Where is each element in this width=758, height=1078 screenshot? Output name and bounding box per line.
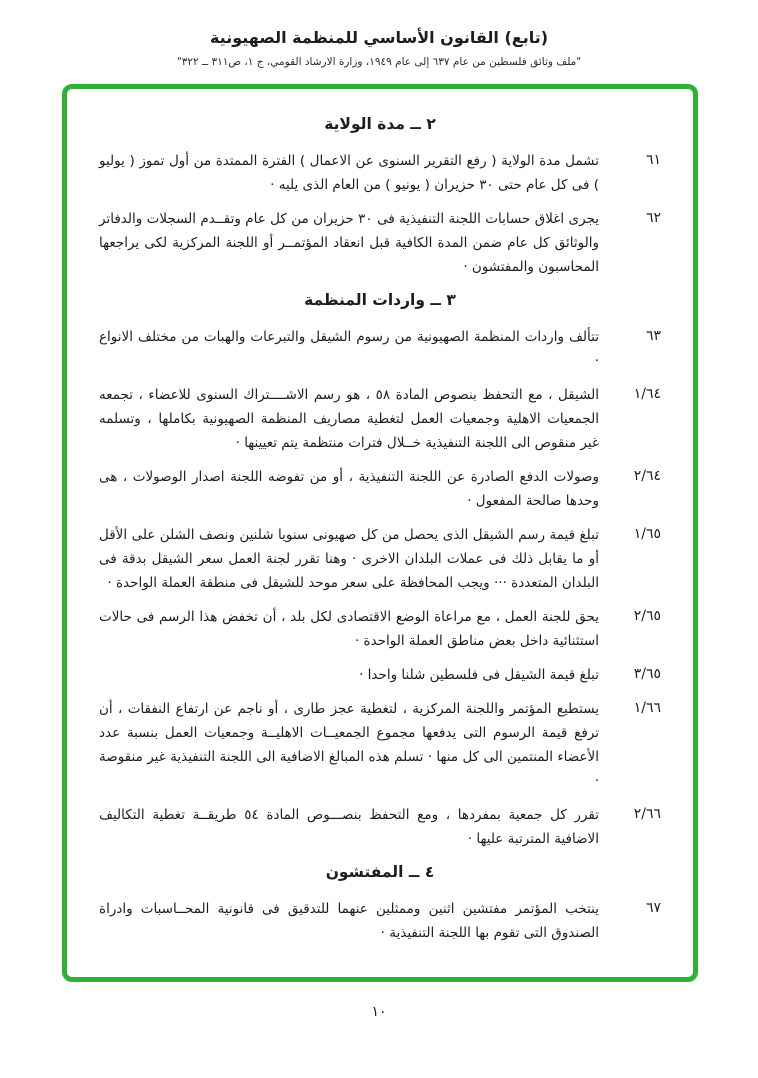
section-heading-organization-revenues: ٣ ــ واردات المنظمة xyxy=(304,291,456,310)
article-number: ٣/٦٥ xyxy=(633,666,661,683)
article-text: يستطيع المؤتمر واللجنة المركزية ، لتغطية عجز طارى ، أو ناجم عن ارتفاع النفقات ، أن ترفع قيمة الرسوم التى يدفعها مجموع الجمعيــات الاهليــة وجمعيات العمل بنسبة عدد الأعضاء المنتمين الى كل منها · تسلم هذه المبالغ الاضافية الى اللجنة التنفيذية غير منقوصة · xyxy=(99,701,599,790)
article-text: يجرى اغلاق حسابات اللجنة التنفيذية فى ٣٠ حزيران من كل عام وتقــدم السجلات والدفاتر والوثائق كل عام ضمن المدة الكافية قبل انعقاد المؤتمــر أو اللجنة المركزية لكى يراجعها المحاسبون والمفتشون · xyxy=(99,211,599,276)
article-text: تبلغ قيمة رسم الشيقل الذى يحصل من كل صهيونى سنويا شلنين ونصف الشلن على الأقل أو ما يقابل ذلك فى عملات البلدان الاخرى · وهنا تقرر لجنة العمل سعر الشيقل بدقة فى البلدان المتعددة ··· ويجب المحافظة على سعر موحد للشيقل فى منطقة العملة الواحدة · xyxy=(99,527,599,592)
page-footer xyxy=(0,1004,758,1020)
article-text: تشمل مدة الولاية ( رفع التقرير السنوى عن الاعمال ) الفترة الممتدة من أول تموز ( يوليو ) فى كل عام حتى ٣٠ حزيران ( يونيو ) من العام الذى يليه · xyxy=(99,153,599,194)
article-66-2 xyxy=(99,803,661,851)
section-inspectors xyxy=(99,863,661,945)
article-number: ٦١ xyxy=(645,152,661,168)
article-number: ٦٣ xyxy=(645,328,661,345)
article-61 xyxy=(99,149,661,197)
article-number: ٢/٦٤ xyxy=(633,468,661,485)
article-65-3 xyxy=(99,663,661,687)
article-text: الشيقل ، مع التحفظ بنصوص المادة ٥٨ ، هو رسم الاشــــتراك السنوى للاعضاء ، تجمعه الجمعيات الاهلية وجمعيات العمل لتغطية مصاريف المنظمة الصهيونية بكاملها ، وتسلمه غير منقوص الى اللجنة التنفيذية خــلال فترات منتظمة يتم تعيينها · xyxy=(99,387,599,452)
article-number: ١/٦٥ xyxy=(633,526,661,543)
article-67 xyxy=(99,897,661,945)
section-heading-inspectors: ٤ ــ المفتشون xyxy=(325,863,435,882)
section-heading-term-of-office: ٢ ــ مدة الولاية xyxy=(324,115,436,133)
article-62 xyxy=(99,207,661,279)
article-text: ينتخب المؤتمر مفتشين اثنين وممثلين عنهما للتدقيق فى قانونية المحــاسبات وادراة الصندوق التى تقوم بها اللجنة التنفيذية · xyxy=(99,901,599,942)
article-64-2 xyxy=(99,465,661,513)
page-number: ١٠ xyxy=(371,1004,387,1021)
article-65-2 xyxy=(99,605,661,653)
article-65-1 xyxy=(99,523,661,595)
article-text: تتألف واردات المنظمة الصهيونية من رسوم الشيقل والتبرعات والهبات من مختلف الانواع · xyxy=(99,329,599,370)
article-text: يحق للجنة العمل ، مع مراعاة الوضع الاقتصادى لكل بلد ، أن تخفض هذا الرسم فى حالات استثنائية داخل بعض مناطق العملة الواحدة · xyxy=(99,609,599,650)
article-text: تبلغ قيمة الشيقل فى فلسطين شلنا واحدا · xyxy=(359,667,599,684)
article-number: ٢/٦٥ xyxy=(633,608,661,625)
article-number: ٦٢ xyxy=(645,210,661,227)
article-63 xyxy=(99,325,661,373)
section-term-of-office xyxy=(99,115,661,279)
document-title: (تابع) القانون الأساسي للمنظمة الصهيونية xyxy=(209,28,549,47)
article-number: ١/٦٤ xyxy=(633,386,661,403)
document-citation: "ملف وثائق فلسطين من عام ٦٣٧ إلى عام ١٩٤٩، وزارة الارشاد القومي، ج ١، ص٣١١ ــ ٣٢٢" xyxy=(176,56,582,68)
article-66-1 xyxy=(99,697,661,793)
article-number: ٢/٦٦ xyxy=(633,806,661,823)
section-organization-revenues xyxy=(99,291,661,851)
document-header xyxy=(0,28,758,68)
article-text: تقرر كل جمعية بمفردها ، ومع التحفظ بنصـــوص المادة ٥٤ طريقــة تغطية التكاليف الاضافية المترتبة عليها · xyxy=(99,807,599,848)
article-number: ١/٦٦ xyxy=(633,700,661,717)
content-border-box xyxy=(62,84,698,982)
article-64-1 xyxy=(99,383,661,455)
article-text: وصولات الدفع الصادرة عن اللجنة التنفيذية ، أو من تفوضه اللجنة اصدار الوصولات ، هى وحدها صالحة المفعول · xyxy=(99,469,599,510)
article-number: ٦٧ xyxy=(645,900,661,917)
